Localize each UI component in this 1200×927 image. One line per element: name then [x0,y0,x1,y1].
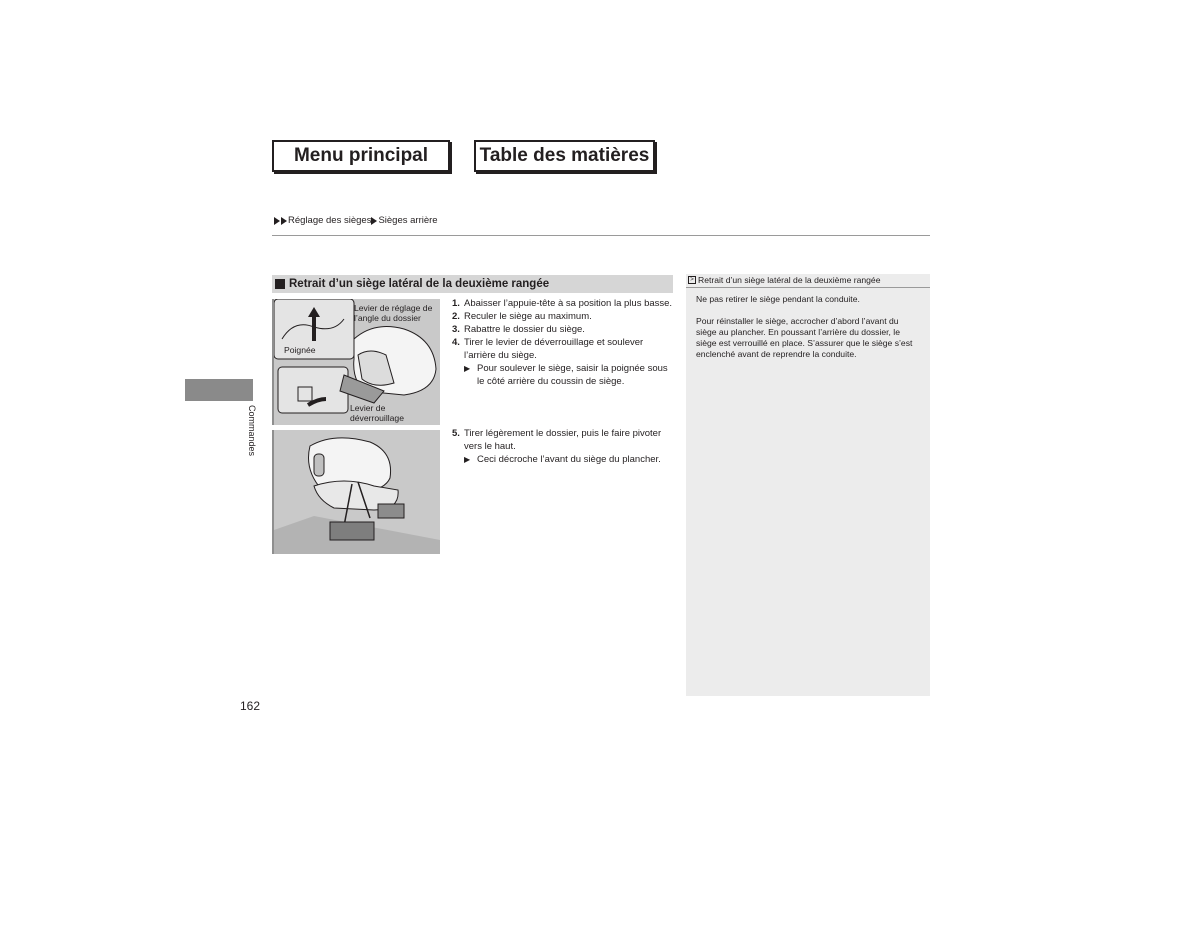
sidebar-paragraph: Ne pas retirer le siège pendant la conduite. [696,294,860,304]
page-number: 162 [240,699,261,713]
callout-handle: Poignée [284,345,316,355]
breadcrumb [274,215,438,226]
section-marker-icon [275,279,285,289]
table-des-matieres-button[interactable]: Table des matières [474,140,655,172]
sidebar-heading-text: Retrait d’un siège latéral de la deuxième rangée [698,275,881,285]
step-number: 5. [452,428,460,439]
step-item [452,310,674,323]
step-number: 4. [452,337,460,348]
step-subnote-text: Ceci décroche l’avant du siège du plancher. [477,454,661,465]
note-arrow-icon: ▶ [464,364,471,373]
header-divider [272,235,930,236]
sidebar-heading [686,274,930,288]
section-heading [272,275,673,293]
step-number: 2. [452,311,460,322]
menu-principal-button[interactable]: Menu principal [272,140,450,172]
sidebar-notes [686,274,930,696]
breadcrumb-arrow-icon [281,217,287,225]
callout-recline-lever: Levier de réglage de l’angle du dossier [354,303,433,323]
step-text: Tirer légèrement le dossier, puis le faire pivoter vers le haut. [464,428,662,452]
step-text: Tirer le levier de déverrouillage et soulever l’arrière du siège. [464,337,644,361]
step-number: 1. [452,298,460,309]
step-item [452,336,674,362]
breadcrumb-item[interactable]: Sièges arrière [378,215,438,226]
step-item [452,427,674,453]
step-text: Rabattre le dossier du siège. [464,324,585,335]
reference-icon: > [688,276,696,284]
note-arrow-icon: ▶ [464,455,471,464]
breadcrumb-arrow-icon [274,217,280,225]
step-text: Reculer le siège au maximum. [464,311,592,322]
step-item [452,297,674,310]
breadcrumb-item[interactable]: Réglage des sièges [288,215,372,226]
step-subnote [452,453,674,466]
steps-list-b [452,427,674,466]
section-title: Retrait d’un siège latéral de la deuxième rangée [289,278,550,290]
side-tab-label: Commandes [247,405,257,457]
figure-seat-pivot [272,430,440,554]
step-item [452,323,674,336]
seat-pivot-illustration [274,430,440,554]
step-text: Abaisser l’appuie-tête à sa position la plus basse. [464,298,673,309]
side-tab [185,379,253,401]
sidebar-paragraph: Pour réinstaller le siège, accrocher d’abord l’avant du siège au plancher. En poussant l’arrière du dossier, le siège est verrouillé en place. S’assurer que le siège s’est enclenché avant de reprendre la conduite. [696,316,913,359]
steps-list-a [452,297,674,388]
step-number: 3. [452,324,460,335]
callout-release-lever: Levier de déverrouillage [350,403,404,423]
figure-seat-release [272,299,440,425]
step-subnote [452,362,674,388]
step-subnote-text: Pour soulever le siège, saisir la poignée sous le côté arrière du coussin de siège. [477,363,668,387]
breadcrumb-arrow-icon [371,217,377,225]
